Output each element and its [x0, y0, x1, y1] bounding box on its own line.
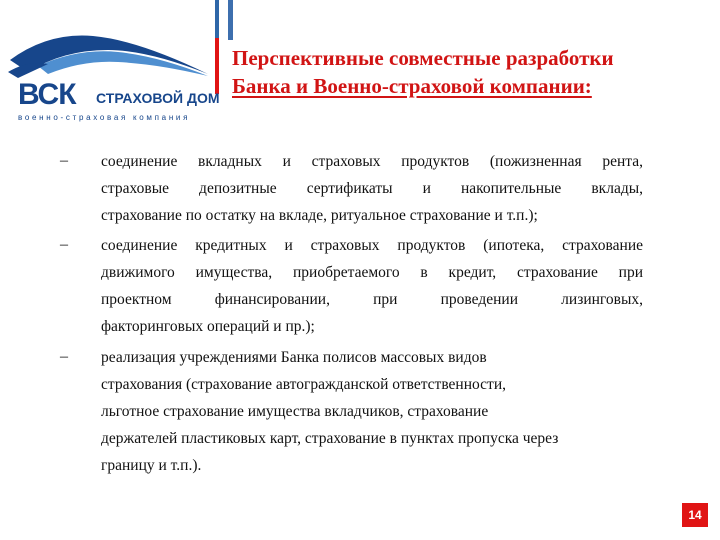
logo-tagline: военно-страховая компания [18, 113, 191, 122]
bullet-line: границу и т.п.). [101, 457, 202, 474]
bullet-line: держателей пластиковых карт, страхование в пунктах пропуска через [101, 430, 559, 447]
bullet-line: страхование по остатку на вкладе, ритуальное страхование и т.п.); [101, 207, 538, 224]
bullet-text [101, 232, 643, 340]
bullet-line: страхования (страхование автогражданской ответственности, [101, 376, 506, 393]
page-number: 14 [682, 503, 708, 527]
title-line-1: Перспективные совместные разработки [232, 46, 614, 70]
bullet-dash: – [60, 236, 68, 253]
bullet-line: соединение кредитных и страховых продуктов (ипотека, страхование [101, 237, 643, 254]
logo-brand-suffix: СТРАХОВОЙ ДОМ [96, 90, 220, 106]
bullet-text [101, 148, 643, 229]
logo-brand: ВСК [18, 78, 76, 111]
bullet-dash: – [60, 152, 68, 169]
vsk-logo [8, 30, 220, 122]
bullet-line: страховые депозитные сертификаты и накопительные вклады, [101, 180, 643, 197]
bullet-line: реализация учреждениями Банка полисов массовых видов [101, 349, 487, 366]
bullet-line: факторинговых операций и пр.); [101, 318, 315, 335]
bullet-dash: – [60, 348, 68, 365]
page-title [232, 44, 702, 100]
title-line-2: Банка и Военно-страховой компании: [232, 74, 592, 98]
top-blue-bar-2 [228, 0, 233, 40]
bullet-line: льготное страхование имущества вкладчиков, страхование [101, 403, 489, 420]
bullet-line: проектном финансировании, при проведении лизинговых, [101, 291, 643, 308]
bullet-line: соединение вкладных и страховых продуктов (пожизненная рента, [101, 153, 643, 170]
bullet-line: движимого имущества, приобретаемого в кредит, страхование при [101, 264, 643, 281]
bullet-text [101, 344, 643, 479]
